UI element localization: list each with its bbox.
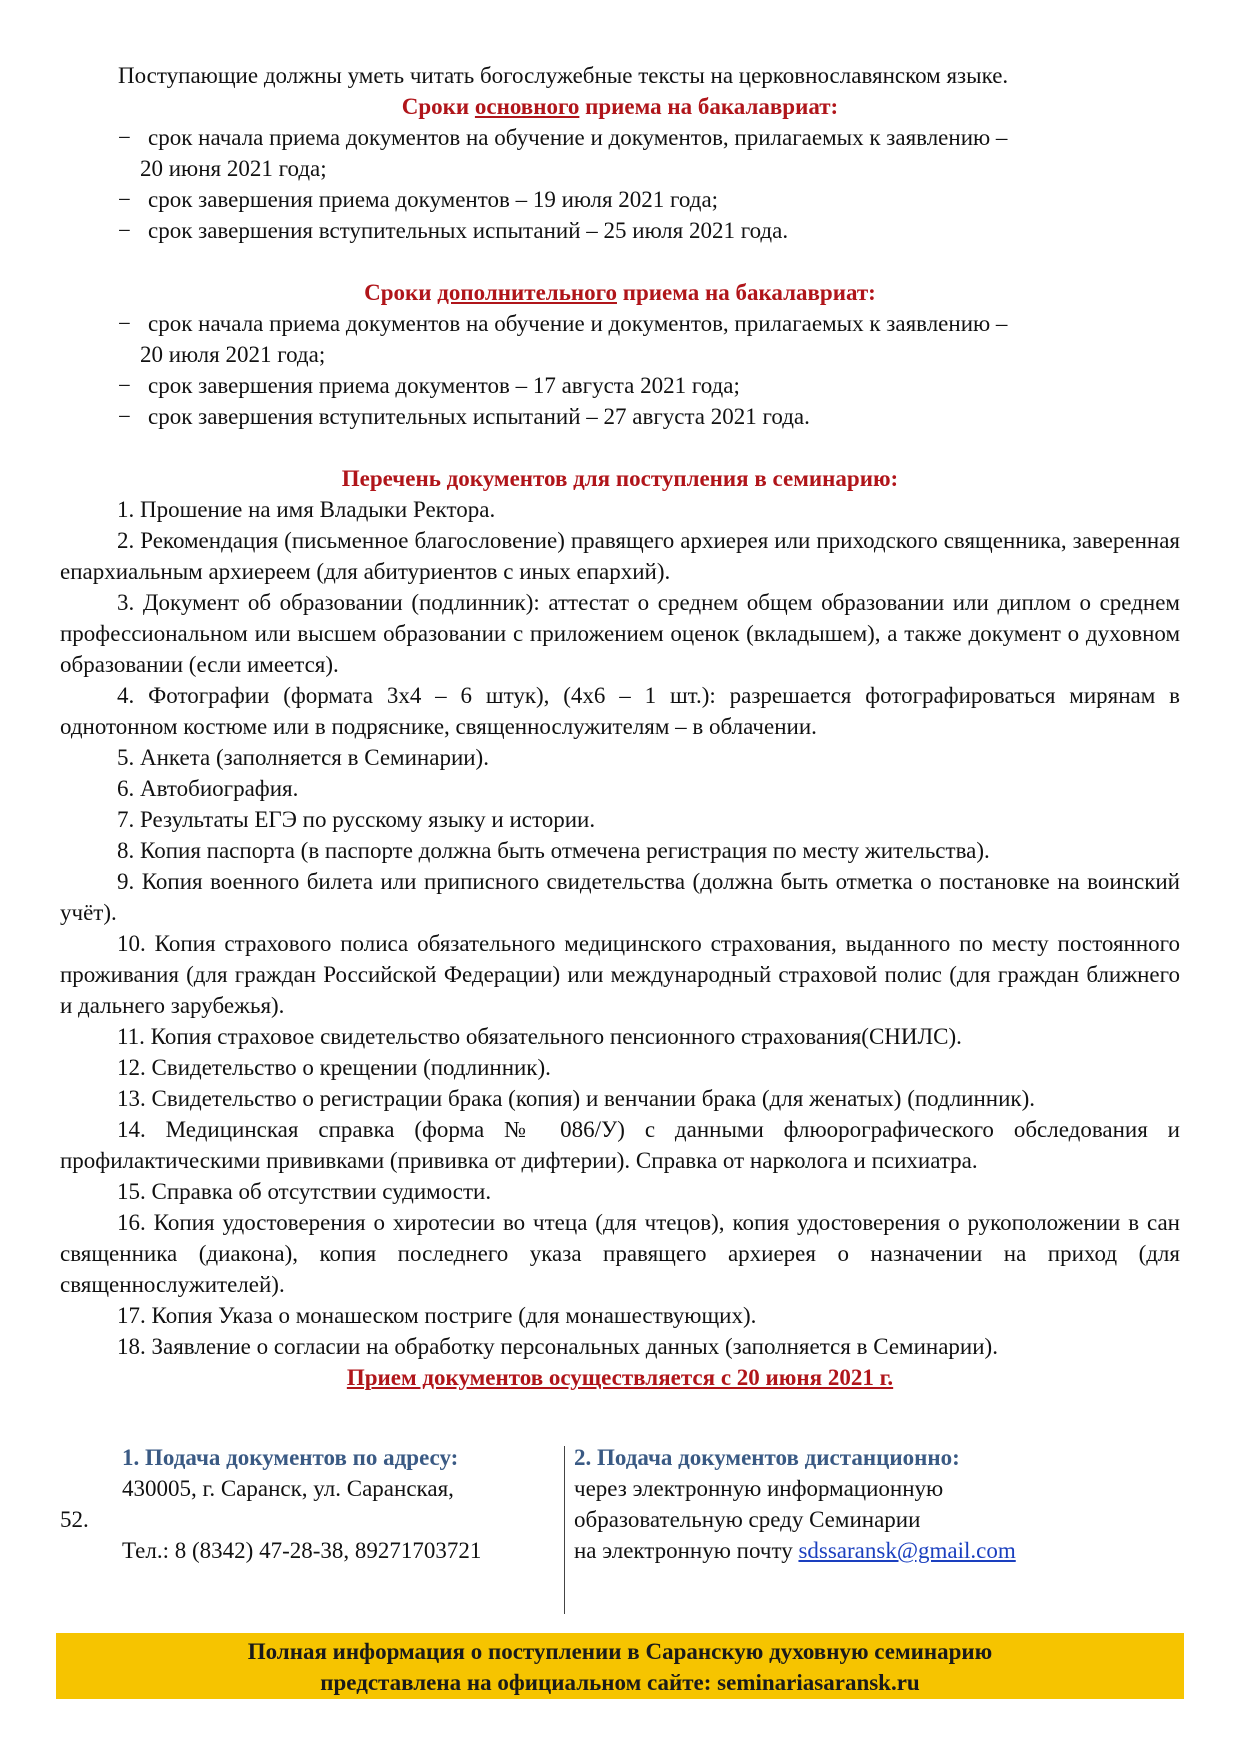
document-item: 9. Копия военного билета или приписного свидетельства (должна быть отметка о постановке на воинский учёт).	[60, 869, 1180, 925]
email-link[interactable]: sdssaransk@gmail.com	[798, 1538, 1016, 1563]
list-item: − срок завершения вступительных испытаний – 25 июля 2021 года.	[118, 218, 789, 243]
remote-line: образовательную среду Семинарии	[574, 1507, 921, 1532]
list-item: − срок начала приема документов на обучение и документов, прилагаемых к заявлению – 20 июля 2021 года;	[118, 311, 1008, 367]
main-admission-list	[60, 122, 1180, 246]
document-page	[60, 60, 1180, 1393]
document-item: 5. Анкета (заполняется в Семинарии).	[117, 745, 489, 770]
document-item: 4. Фотографии (формата 3х4 – 6 штук), (4х6 – 1 шт.): разрешается фотографироваться мирянам в однотонном костюме или в подряснике, священнослужителям – в облачении.	[60, 683, 1180, 739]
remote-email-line: на электронную почту sdssaransk@gmail.com	[574, 1538, 1016, 1563]
document-item: 8. Копия паспорта (в паспорте должна быть отмечена регистрация по месту жительства).	[117, 838, 990, 863]
documents-list	[60, 494, 1180, 1362]
document-item: 18. Заявление о согласии на обработку персональных данных (заполняется в Семинарии).	[117, 1334, 998, 1359]
remote-line: через электронную информационную	[574, 1476, 944, 1501]
document-item: 1. Прошение на имя Владыки Ректора.	[117, 497, 496, 522]
main-admission-title: Сроки основного приема на бакалавриат:	[401, 94, 839, 119]
remote-column	[574, 1442, 1180, 1566]
list-item: − срок начала приема документов на обучение и документов, прилагаемых к заявлению – 20 июня 2021 года;	[118, 125, 1008, 181]
submission-section	[60, 1442, 1180, 1614]
info-banner	[56, 1633, 1184, 1699]
intro-text: Поступающие должны уметь читать богослужебные тексты на церковнославянском языке.	[118, 63, 1009, 88]
document-item: 11. Копия страховое свидетельство обязательного пенсионного страхования(СНИЛС).	[117, 1024, 962, 1049]
document-item: 13. Свидетельство о регистрации брака (копия) и венчании брака (для женатых) (подлинник).	[117, 1086, 1036, 1111]
document-item: 3. Документ об образовании (подлинник): аттестат о среднем общем образовании или диплом о среднем профессиональном или высшем образовании с приложением оценок (вкладышем), а также документ о духовном образовании (если имеется).	[60, 590, 1180, 677]
acceptance-note: Прием документов осуществляется с 20 июня 2021 г.	[346, 1365, 894, 1390]
document-item: 17. Копия Указа о монашеском постриге (для монашествующих).	[117, 1303, 757, 1328]
banner-line: представлена на официальном сайте: seminariasaransk.ru	[320, 1670, 920, 1695]
document-item: 10. Копия страхового полиса обязательного медицинского страхования, выданного по месту постоянного проживания (для граждан Российской Федерации) или международный страховой полис (для граждан ближнего и дальнего зарубежья).	[60, 931, 1180, 1018]
document-item: 6. Автобиография.	[117, 776, 299, 801]
list-item: − срок завершения приема документов – 19 июля 2021 года;	[118, 187, 719, 212]
document-item: 14. Медицинская справка (форма № 086/У) с данными флюорографического обследования и профилактическими прививками (прививка от дифтерии). Справка от нарколога и психиатра.	[60, 1117, 1180, 1173]
documents-title: Перечень документов для поступления в семинарию:	[341, 466, 899, 491]
extra-admission-title: Сроки дополнительного приема на бакалавриат:	[364, 280, 876, 305]
document-item: 2. Рекомендация (письменное благословение) правящего архиерея или приходского священника, заверенная епархиальным архиереем (для абитуриентов с иных епархий).	[60, 528, 1180, 584]
document-item: 15. Справка об отсутствии судимости.	[117, 1179, 492, 1204]
address-column	[60, 1442, 555, 1566]
document-item: 7. Результаты ЕГЭ по русскому языку и истории.	[117, 807, 596, 832]
address-line: 430005, г. Саранск, ул. Саранская,	[122, 1476, 454, 1501]
extra-admission-list	[60, 308, 1180, 432]
list-item: − срок завершения приема документов – 17 августа 2021 года;	[118, 373, 740, 398]
document-item: 12. Свидетельство о крещении (подлинник).	[117, 1055, 551, 1080]
remote-title: 2. Подача документов дистанционно:	[574, 1445, 960, 1470]
list-item: − срок завершения вступительных испытаний – 27 августа 2021 года.	[118, 404, 810, 429]
document-item: 16. Копия удостоверения о хиротесии во чтеца (для чтецов), копия удостоверения о рукоположении в сан священника (диакона), копия последнего указа правящего архиерея о назначении на приход (для священнослужителей).	[60, 1210, 1180, 1297]
phone-numbers: Тел.: 8 (8342) 47-28-38, 89271703721	[122, 1538, 482, 1563]
address-line-cont: 52.	[60, 1507, 89, 1532]
banner-line: Полная информация о поступлении в Саранскую духовную семинарию	[247, 1639, 993, 1664]
address-title: 1. Подача документов по адресу:	[122, 1445, 459, 1470]
column-divider	[564, 1446, 565, 1614]
